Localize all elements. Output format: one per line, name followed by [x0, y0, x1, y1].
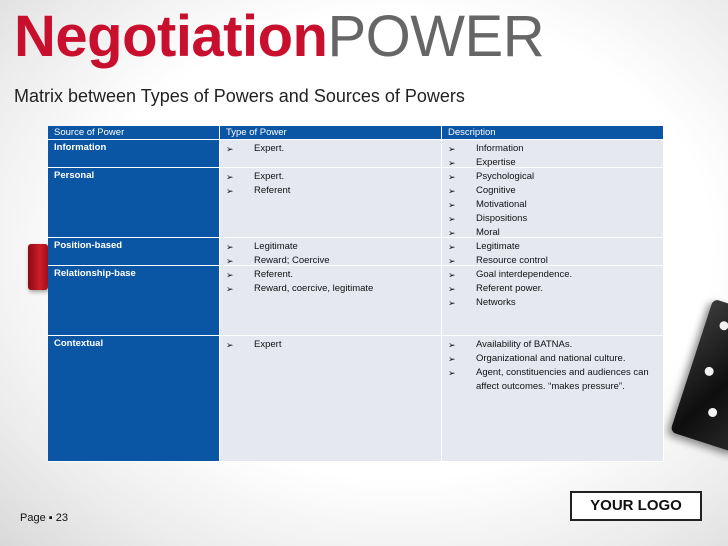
page-number: Page ▪ 23 — [20, 512, 68, 524]
list-item-text: Organizational and national culture. — [476, 353, 626, 364]
logo-placeholder: YOUR LOGO — [570, 491, 702, 521]
list-item — [224, 268, 435, 282]
list-item-text: Expert. — [254, 171, 285, 182]
list-item — [446, 296, 657, 310]
type-cell — [220, 336, 442, 462]
list-item-text: Dispositions — [476, 213, 528, 224]
arrow-bullet-icon: ➢ — [448, 368, 456, 378]
arrow-bullet-icon: ➢ — [226, 144, 234, 154]
header-description: Description — [442, 126, 664, 140]
arrow-bullet-icon: ➢ — [448, 228, 456, 238]
list-item — [446, 198, 657, 212]
arrow-bullet-icon: ➢ — [226, 270, 234, 280]
list-item — [446, 338, 657, 352]
list-item — [224, 254, 435, 266]
list-item-text: Motivational — [476, 199, 527, 210]
arrow-bullet-icon: ➢ — [448, 200, 456, 210]
arrow-bullet-icon: ➢ — [448, 284, 456, 294]
list-item — [446, 142, 657, 156]
list-item-text: Reward; Coercive — [254, 255, 330, 266]
title-light: POWER — [327, 4, 545, 69]
list-item — [224, 142, 435, 156]
black-die-decoration — [670, 299, 728, 454]
list-item — [446, 156, 657, 168]
arrow-bullet-icon: ➢ — [448, 298, 456, 308]
list-item — [224, 282, 435, 296]
type-cell — [220, 168, 442, 238]
arrow-bullet-icon: ➢ — [448, 242, 456, 252]
list-item — [446, 366, 657, 394]
list-item — [446, 226, 657, 238]
arrow-bullet-icon: ➢ — [226, 340, 234, 350]
arrow-bullet-icon: ➢ — [226, 172, 234, 182]
list-item-text: Reward, coercive, legitimate — [254, 283, 374, 294]
list-item — [446, 212, 657, 226]
list-item-text: Referent — [254, 185, 291, 196]
list-item — [446, 352, 657, 366]
source-cell: Relationship-base — [48, 266, 220, 336]
source-cell: Position-based — [48, 238, 220, 266]
arrow-bullet-icon: ➢ — [226, 256, 234, 266]
list-item-text: Psychological — [476, 171, 535, 182]
list-item-text: Expert. — [254, 143, 285, 154]
list-item-text: Referent. — [254, 269, 294, 280]
arrow-bullet-icon: ➢ — [226, 242, 234, 252]
arrow-bullet-icon: ➢ — [448, 172, 456, 182]
arrow-bullet-icon: ➢ — [448, 270, 456, 280]
arrow-bullet-icon: ➢ — [226, 186, 234, 196]
description-cell — [442, 238, 664, 266]
list-item-text: Goal interdependence. — [476, 269, 573, 280]
list-item — [446, 184, 657, 198]
list-item — [446, 268, 657, 282]
page-title — [14, 4, 544, 70]
arrow-bullet-icon: ➢ — [448, 158, 456, 168]
arrow-bullet-icon: ➢ — [448, 214, 456, 224]
list-item-text: Information — [476, 143, 524, 154]
source-cell: Information — [48, 140, 220, 168]
description-cell — [442, 140, 664, 168]
type-cell — [220, 238, 442, 266]
arrow-bullet-icon: ➢ — [226, 284, 234, 294]
list-item — [446, 282, 657, 296]
source-cell: Contextual — [48, 336, 220, 462]
list-item — [446, 254, 657, 266]
red-die-decoration — [28, 244, 48, 290]
description-cell — [442, 266, 664, 336]
power-matrix-table — [48, 126, 664, 470]
list-item — [224, 338, 435, 352]
description-cell — [442, 336, 664, 462]
list-item — [224, 240, 435, 254]
list-item — [446, 170, 657, 184]
list-item-text: Expertise — [476, 157, 516, 168]
list-item-text: Agent, constituencies and audiences can affect outcomes. “makes pressure”. — [476, 367, 649, 392]
list-item-text: Networks — [476, 297, 516, 308]
arrow-bullet-icon: ➢ — [448, 256, 456, 266]
list-item-text: Legitimate — [476, 241, 520, 252]
header-type: Type of Power — [220, 126, 442, 140]
list-item-text: Availability of BATNAs. — [476, 339, 573, 350]
page-subtitle: Matrix between Types of Powers and Sources of Powers — [14, 86, 465, 106]
list-item — [446, 240, 657, 254]
list-item-text: Cognitive — [476, 185, 516, 196]
type-cell — [220, 266, 442, 336]
arrow-bullet-icon: ➢ — [448, 354, 456, 364]
list-item-text: Resource control — [476, 255, 548, 266]
header-source: Source of Power — [48, 126, 220, 140]
list-item — [224, 170, 435, 184]
description-cell — [442, 168, 664, 238]
list-item-text: Expert — [254, 339, 282, 350]
arrow-bullet-icon: ➢ — [448, 340, 456, 350]
arrow-bullet-icon: ➢ — [448, 186, 456, 196]
list-item-text: Moral — [476, 227, 500, 238]
type-cell — [220, 140, 442, 168]
source-cell: Personal — [48, 168, 220, 238]
title-bold: Negotiation — [14, 4, 328, 69]
list-item — [224, 184, 435, 198]
list-item-text: Referent power. — [476, 283, 544, 294]
list-item-text: Legitimate — [254, 241, 298, 252]
arrow-bullet-icon: ➢ — [448, 144, 456, 154]
